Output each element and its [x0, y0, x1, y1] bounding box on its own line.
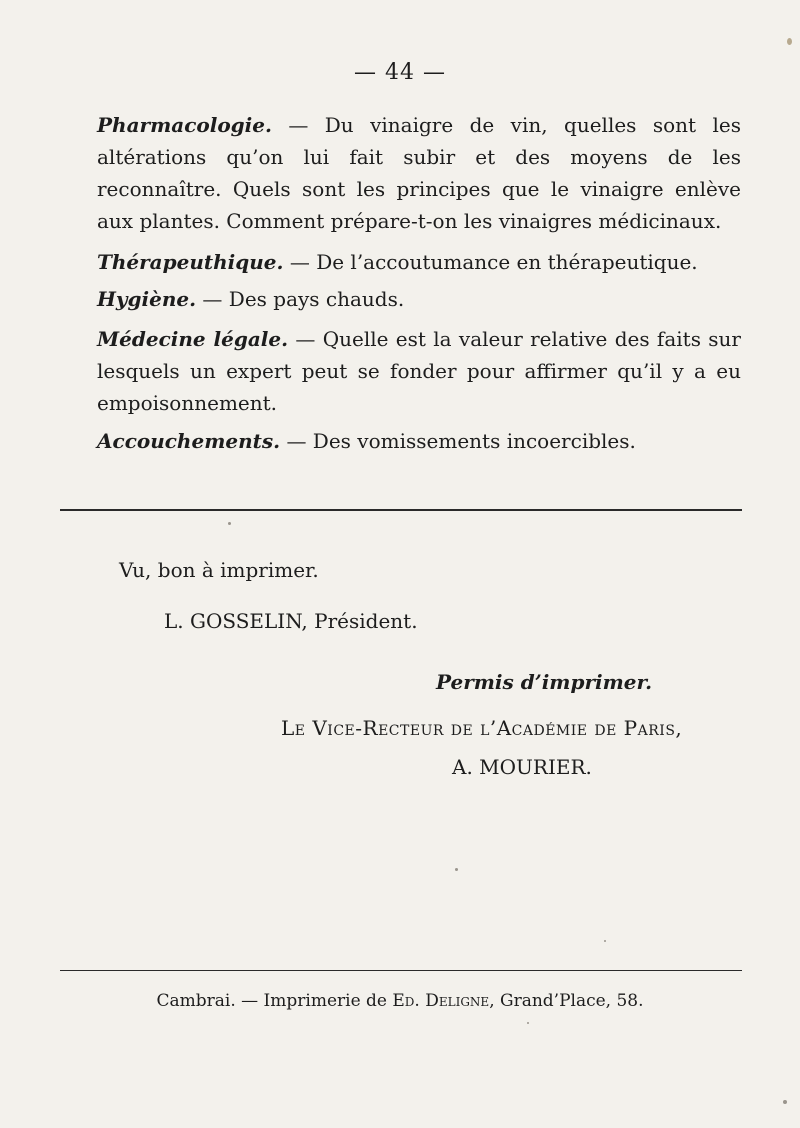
- section-text: — De l’accoutumance en thérapeutique.: [283, 250, 698, 274]
- printer-name: Ed. Deligne: [392, 991, 490, 1011]
- printer-city: Cambrai. — Imprimerie de: [156, 991, 393, 1011]
- section-heading: Pharmacologie.: [97, 113, 272, 137]
- paper-speck: [604, 940, 606, 942]
- paper-speck: [228, 522, 231, 525]
- permis-d-imprimer: Permis d’imprimer.: [436, 670, 653, 694]
- paper-speck: [783, 1100, 787, 1104]
- section-text: — Des vomissements incoercibles.: [280, 429, 636, 453]
- vu-bon-a-imprimer: Vu, bon à imprimer.: [119, 558, 319, 582]
- section-text: — Des pays chauds.: [196, 287, 405, 311]
- vice-recteur-line: Le Vice-Recteur de l’Académie de Paris,: [281, 716, 683, 740]
- section-heading: Hygiène.: [97, 287, 197, 311]
- printer-imprint: [0, 987, 800, 1015]
- divider-rule: [60, 509, 742, 511]
- recteur-name: A. MOURIER.: [452, 755, 592, 779]
- footer-rule: [60, 970, 742, 971]
- section-text: — Quelle est la valeur relative des faits sur lesquels un expert peut se fonder pour affirmer qu’il y a eu empoisonnement.: [97, 327, 741, 415]
- section-heading: Médecine légale.: [97, 327, 289, 351]
- section-medecine-legale: [97, 323, 741, 419]
- paper-speck: [455, 868, 458, 871]
- section-hygiene: [97, 283, 741, 315]
- section-heading: Thérapeuthique.: [97, 250, 284, 274]
- printer-address: , Grand’Place, 58.: [489, 991, 644, 1011]
- section-text: — Du vinaigre de vin, quelles sont les altérations qu’on lui fait subir et des moyens de les reconnaître. Quels sont les principes que le vinaigre enlève aux plantes. Comment prépare-t-on les vinaigres médicinaux.: [97, 113, 741, 233]
- section-therapeuthique: [97, 246, 741, 278]
- section-heading: Accouchements.: [97, 429, 281, 453]
- section-pharmacologie: [97, 109, 741, 237]
- paper-speck: [527, 1022, 529, 1024]
- section-accouchements: [97, 425, 741, 457]
- president-signature: L. GOSSELIN, Président.: [164, 609, 418, 633]
- page-number: — 44 —: [354, 60, 446, 85]
- paper-speck: [787, 38, 792, 45]
